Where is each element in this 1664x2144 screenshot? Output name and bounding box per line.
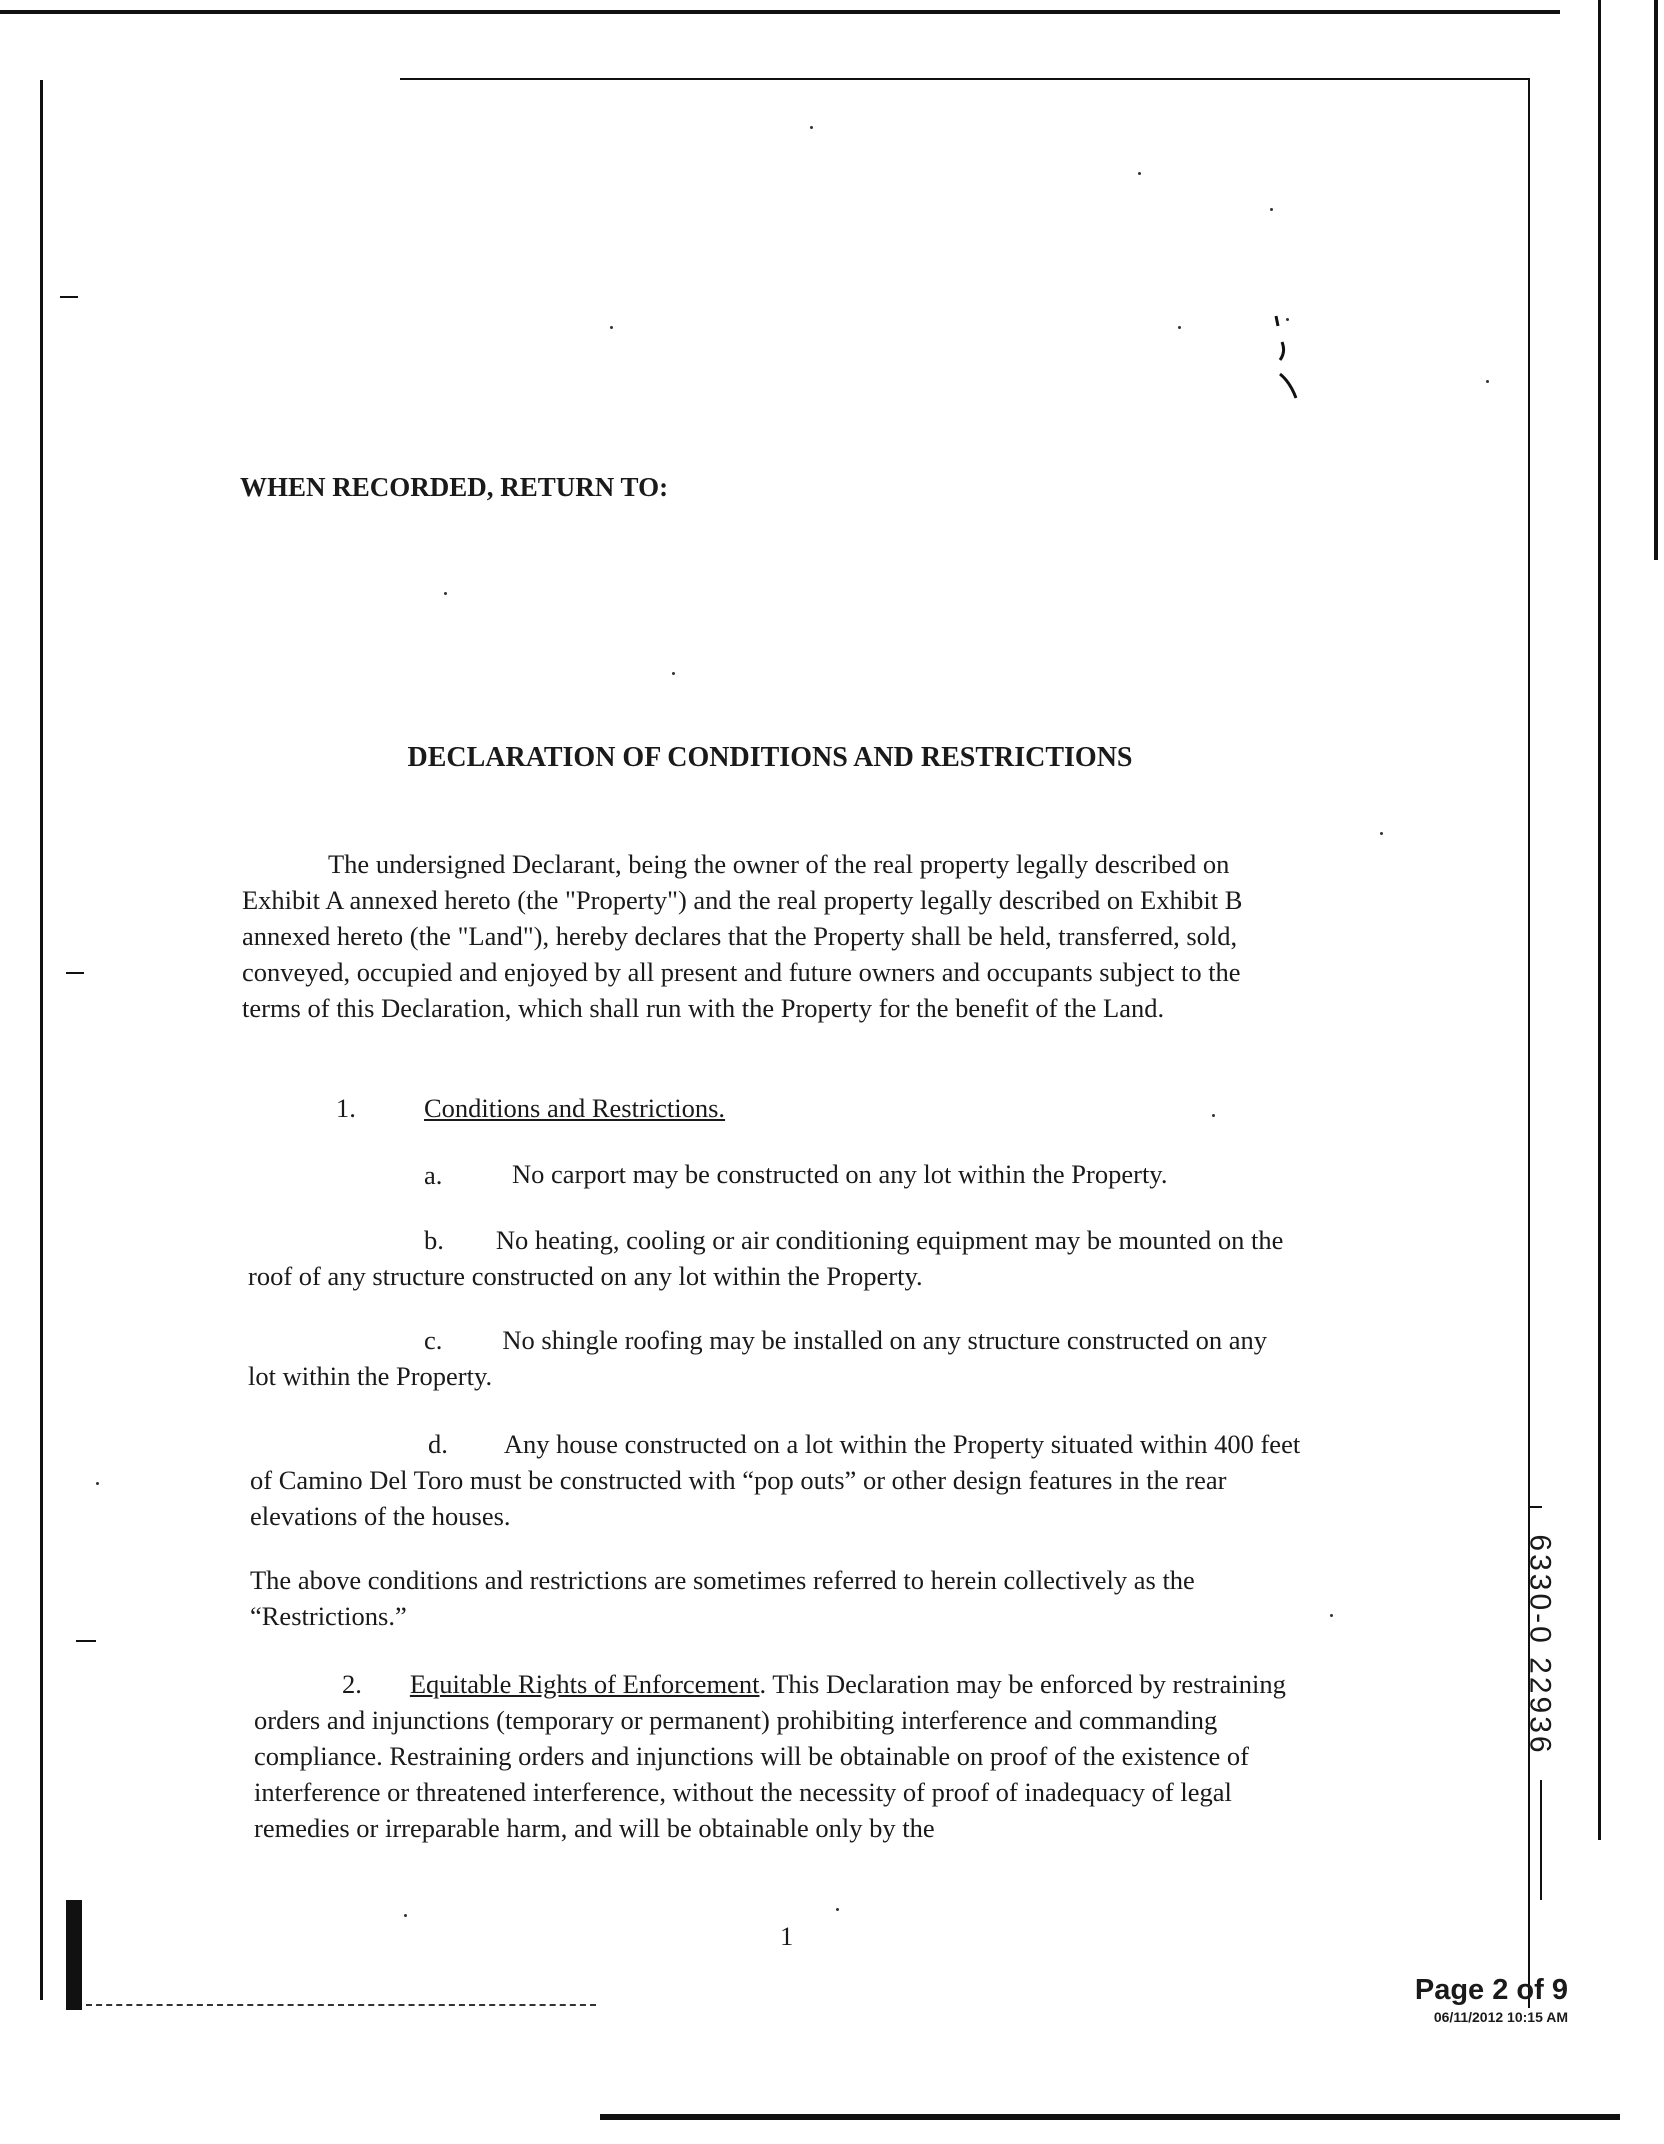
item-c-letter: c.: [424, 1325, 443, 1355]
scan-bottom-border: [600, 2114, 1620, 2120]
section1-heading: Conditions and Restrictions.: [424, 1093, 726, 1123]
scan-bottom-dash: [86, 2004, 596, 2006]
scan-speck: [1212, 1114, 1215, 1117]
item-c-text: No shingle roofing may be installed on any structure constructed on any lot within the Property.: [248, 1325, 1268, 1391]
item-a-letter: a.: [424, 1160, 443, 1190]
scan-left-border: [40, 80, 43, 2000]
scan-left-tick-1: [60, 296, 78, 298]
section1-number: 1.: [336, 1093, 356, 1123]
scan-speck: [1138, 172, 1141, 175]
stamp-line-top: [1528, 1506, 1542, 1508]
scan-left-tick-2: [66, 972, 84, 974]
scan-speck: [96, 1482, 99, 1485]
item-d: [250, 1426, 1310, 1534]
scan-speck: [404, 1914, 407, 1917]
intro-text: The undersigned Declarant, being the owner of the real property legally described on Exhibit A annexed hereto (the "Property") and the real property legally described on Exhibit B annexed hereto (the "Land"), hereby declares that the Property shall be held, transferred, sold, conveyed, occupied and enjoyed by all present and future owners and occupants subject to the terms of this Declaration, which shall run with the Property for the benefit of the Land.: [242, 849, 1243, 1023]
scan-speck: [1270, 208, 1273, 211]
scan-inner-top: [400, 78, 1530, 80]
page-number: 1: [780, 1921, 794, 1951]
section2-paragraph: [254, 1666, 1314, 1846]
scan-speck: [1330, 1614, 1333, 1617]
item-b: [248, 1222, 1318, 1294]
scan-speck: [836, 1908, 839, 1911]
intro-paragraph: [242, 846, 1294, 1026]
return-to-label: WHEN RECORDED, RETURN TO:: [240, 472, 669, 502]
item-c: [248, 1322, 1300, 1394]
scan-top-border: [0, 10, 1560, 14]
summary-text: The above conditions and restrictions are sometimes referred to herein collectively as the “Restrictions.”: [250, 1565, 1195, 1631]
scan-speck: [810, 126, 813, 129]
scan-left-tick-3: [76, 1640, 96, 1642]
scan-speck: [1486, 380, 1489, 383]
recording-stamp: [1510, 1520, 1570, 1770]
scan-far-right-edge: [1654, 0, 1658, 560]
scan-speck: [610, 326, 613, 329]
restrictions-summary: [250, 1562, 1330, 1634]
scan-left-bar-bottom: [66, 1900, 82, 2010]
page-footer: [1415, 1974, 1568, 2025]
handwritten-mark: [1268, 312, 1308, 402]
section2-heading: Equitable Rights of Enforcement: [409, 1669, 760, 1699]
item-b-text: No heating, cooling or air conditioning equipment may be mounted on the roof of any structure constructed on any lot within the Property.: [248, 1225, 1284, 1291]
section2-text: . This Declaration may be enforced by restraining orders and injunctions (temporary or permanent) prohibiting interference and commanding compliance. Restraining orders and injunctions will be obtainable on proof of the existence of interference or threatened interference, without the necessity of proof of inadequacy of legal remedies or irreparable harm, and will be obtainable only by the: [254, 1669, 1286, 1843]
recording-stamp-text: 6330-0 22936: [1524, 1534, 1558, 1756]
scan-speck: [444, 592, 447, 595]
item-d-letter: d.: [428, 1429, 448, 1459]
scan-speck: [1178, 326, 1181, 329]
scan-right-border: [1598, 0, 1601, 1840]
item-d-text: Any house constructed on a lot within the Property situated within 400 feet of Camino Del Toro must be constructed with “pop outs” or other design features in the rear elevations of the houses.: [250, 1429, 1301, 1531]
scan-speck: [672, 672, 675, 675]
scan-speck: [1380, 832, 1383, 835]
page-count-label: Page 2 of 9: [1414, 1974, 1568, 2006]
section2-number: 2.: [342, 1669, 362, 1699]
document-title: DECLARATION OF CONDITIONS AND RESTRICTIONS: [407, 742, 1133, 773]
item-b-letter: b.: [424, 1225, 444, 1255]
item-a-text: No carport may be constructed on any lot within the Property.: [512, 1159, 1168, 1189]
stamp-line-bottom: [1540, 1780, 1542, 1900]
timestamp-label: 06/11/2012 10:15 AM: [1433, 2009, 1568, 2025]
